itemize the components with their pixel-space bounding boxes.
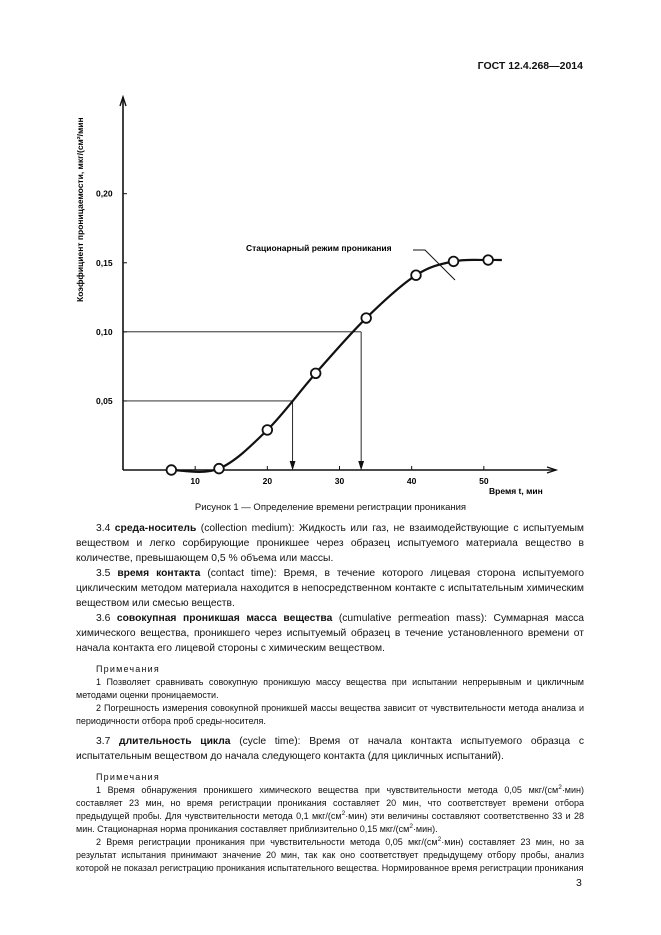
chart-axes: [120, 97, 556, 473]
figure-caption: Рисунок 1 — Определение времени регистрации проникания: [194, 502, 467, 513]
chart-curve: [171, 260, 502, 472]
x-tick-label: 50: [479, 476, 489, 486]
note-item: 2 Погрешность измерения совокупной проникшей массы вещества зависит от чувствительности метода анализа и периодичности отбора проб среды-носителя.: [76, 703, 584, 726]
chart-points: [167, 255, 493, 475]
y-tick-label: 0,05: [96, 395, 113, 406]
y-axis-label: Коэффициент проницаемости, мкг/(см²/мин: [75, 117, 85, 302]
section-3-4: 3.4 среда-носитель (collection medium): Жидкость или газ, не взаимодействующие с испытуемым веществом и легко сорбирующие проникшее через образец испытуемого материала вещество в количестве, превышающем 0,5 % объема или массы.: [76, 523, 584, 564]
data-point: [411, 270, 421, 280]
reference-arrow: [290, 461, 295, 469]
data-point: [361, 313, 371, 323]
data-point: [449, 257, 459, 267]
section-3-5: 3.5 время контакта (contact time): Время, в течение которого лицевая сторона испытуемого циклическим методом материала находится в непосредственном контакте с испытательным химическим веществом или смесью веществ.: [76, 568, 584, 609]
x-tick-label: 30: [334, 476, 345, 486]
notes-heading: Примечания: [96, 664, 160, 674]
section-3-6: 3.6 совокупная проникшая масса вещества (cumulative permeation mass): Суммарная масса химического вещества, проникшего через испытуемый образец в течение установленного времени от начала контакта его лицевой стороны с химическим веществом.: [76, 613, 584, 654]
document-body: [76, 521, 584, 875]
data-point: [214, 464, 224, 474]
notes-block-1: [76, 663, 584, 728]
data-point: [167, 465, 177, 475]
note-item: 1 Время обнаружения проникшего химического вещества при чувствительности метода 0,05 мкг/$(см^2\cdot мин)$ составляет 23 мин, но время регистрации проникания составляет 20 мин, что соответствует времени отбора предыдущей пробы. Для чувствительности метода 0,1 мкг/$(см^2\cdot мин)$ эти величины составляют соответственно 33 и 28 мин. Стационарная норма проникания составляет приблизительно 0,15 мкг/$(см^2\cdot мин)$.: [76, 784, 584, 834]
note-item: 2 Время регистрации проникания при чувствительности метода 0,05 мкг/$(см^2\cdot мин)$ составляет 23 мин, но за результат испытания принимают значение 20 мин, так как оно соответствует предыдущему отбору пробы, анализ которой не показал регистрацию проникания испытательного вещества. Нормированное время регистрации проникания: [76, 836, 584, 873]
x-tick-label: 10: [190, 476, 200, 486]
notes-heading: Примечания: [96, 772, 160, 782]
x-tick-label: 20: [262, 476, 273, 486]
reference-arrow: [359, 461, 364, 469]
permeation-curve: [171, 260, 502, 472]
note-item: 1 Позволяет сравнивать совокупную проникшую массу вещества при испытании непрерывным и цикличным методами оценки проницаемости.: [76, 677, 584, 700]
y-tick-label: 0,20: [96, 188, 113, 199]
x-axis-label: Время t, мин: [489, 486, 543, 496]
notes-block-2: [76, 771, 584, 875]
x-tick-label: 40: [406, 476, 417, 486]
page-number: 3: [576, 877, 582, 889]
y-tick-label: 0,10: [96, 326, 113, 337]
section-3-7: 3.7 длительность цикла (cycle time): Время от начала контакта испытуемого образца с испытательным веществом до начала следующего контакта (для цикличных испытаний).: [76, 736, 584, 762]
data-point: [263, 425, 273, 435]
data-point: [483, 255, 493, 265]
steady-state-annotation: Стационарный режим проникания: [246, 243, 392, 253]
reference-lines: [123, 332, 364, 469]
data-point: [311, 368, 321, 378]
document-code: ГОСТ 12.4.268—2014: [477, 60, 583, 72]
y-tick-label: 0,15: [96, 257, 113, 268]
